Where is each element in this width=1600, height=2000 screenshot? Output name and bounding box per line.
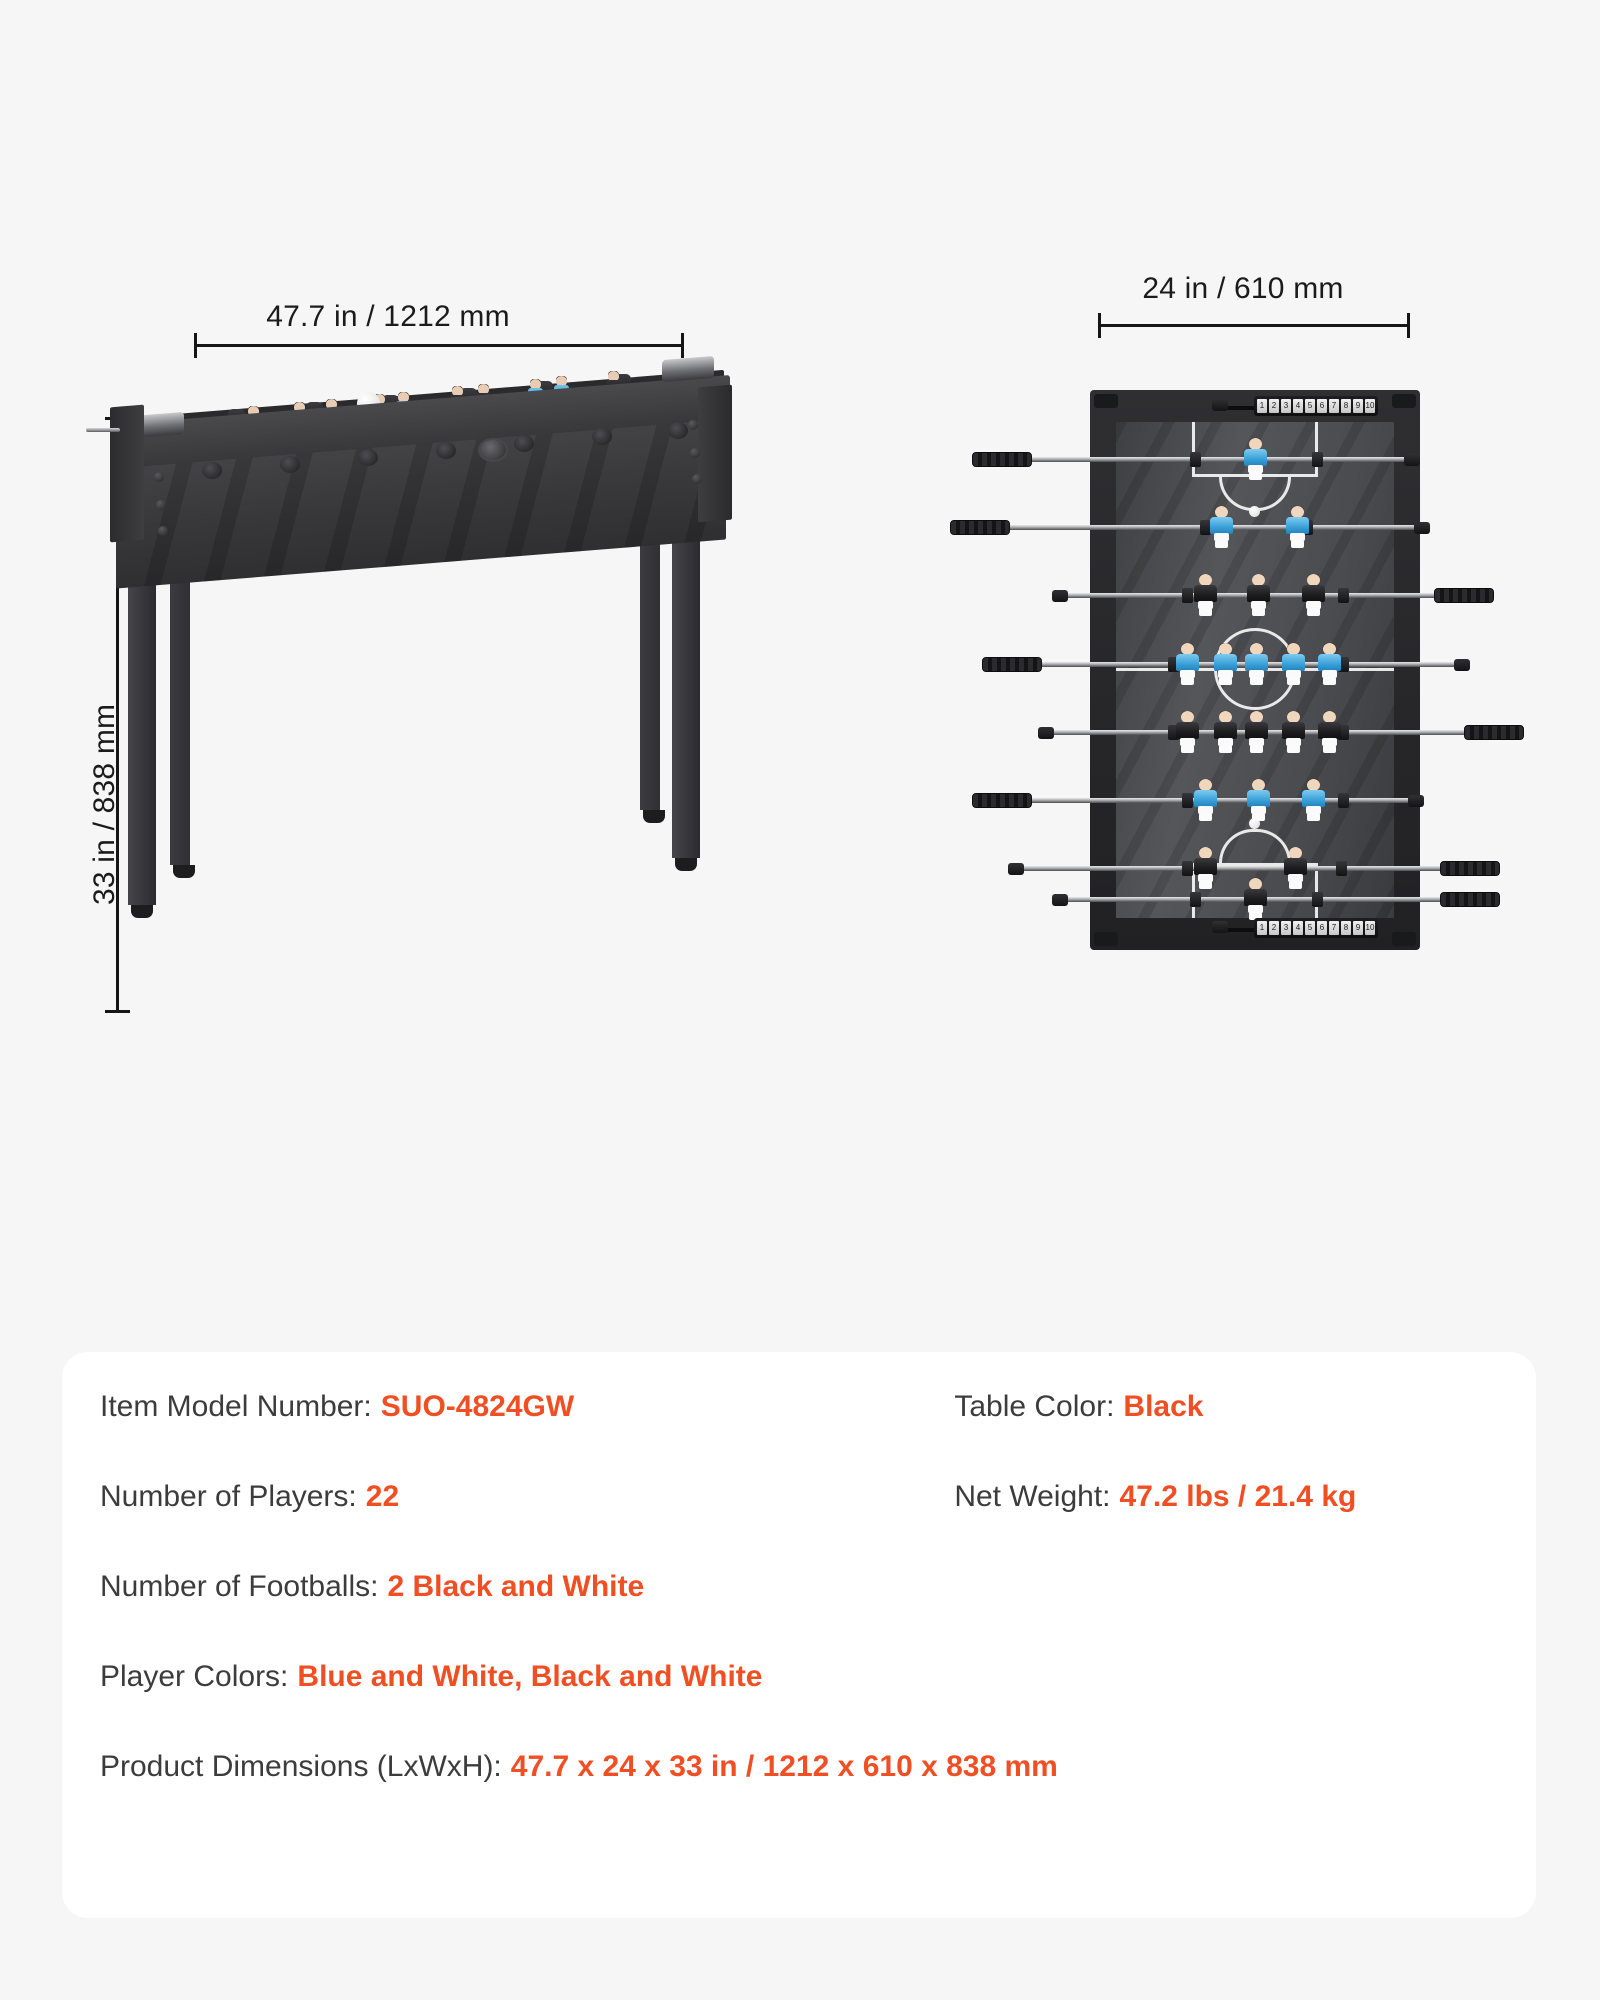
score-counter-knob-bottom[interactable] (1212, 921, 1228, 933)
rod-8-collar-right (1312, 892, 1323, 907)
tv-player-black-def-2 (1284, 847, 1307, 889)
tv-player-black-fwd-4 (1282, 711, 1305, 753)
rod-bearing-4 (436, 442, 456, 459)
spec-value: 2 Black and White (387, 1570, 645, 1603)
rod-3-stub-left (1052, 590, 1068, 602)
tv-player-black-fwd-3 (1245, 711, 1268, 753)
table-leg-rear-right (640, 510, 660, 810)
spec-value: 47.2 lbs / 21.4 kg (1119, 1480, 1357, 1513)
spec-item-right (954, 1480, 1498, 1514)
cabinet-screw-4 (688, 420, 698, 430)
cabinet-end-cap-right (698, 385, 732, 523)
spec-row (100, 1660, 1498, 1750)
rod-1-collar-left (1190, 452, 1201, 467)
width-dimension-label: 24 in / 610 mm (1142, 272, 1344, 305)
rod-1-collar-right (1312, 452, 1323, 467)
score-bead[interactable]: 6 (1317, 921, 1327, 935)
rod-4-handle-left[interactable] (982, 657, 1042, 672)
rod-2-stub-right (1414, 522, 1430, 534)
tv-player-blue-fwd-2 (1214, 643, 1237, 685)
leveling-foot-rear-right (643, 810, 665, 823)
score-bead[interactable]: 8 (1341, 921, 1351, 935)
rod-5-black-five-man[interactable] (1038, 730, 1524, 735)
spec-value: 22 (365, 1480, 400, 1513)
foosball-table-front-view (110, 400, 790, 850)
tv-player-black-mid-3 (1302, 574, 1325, 616)
corner-block-bl (1094, 932, 1118, 946)
table-leg-front-left (128, 550, 156, 905)
score-bead[interactable]: 5 (1305, 921, 1315, 935)
table-leg-rear-left (170, 535, 190, 865)
rod-bearing-2 (280, 456, 300, 473)
rod-7-black-defense[interactable] (1008, 866, 1500, 871)
tv-player-blue-def-1 (1210, 506, 1233, 548)
spec-value: 47.7 x 24 x 33 in / 1212 x 610 x 838 mm (510, 1750, 1058, 1783)
leveling-foot-front-left (131, 905, 153, 918)
spec-row (100, 1480, 1498, 1570)
score-bead[interactable]: 3 (1281, 399, 1291, 413)
score-bead[interactable]: 7 (1329, 921, 1339, 935)
spec-row (100, 1390, 1498, 1480)
rod-7-stub-left (1008, 863, 1024, 875)
specification-card (62, 1352, 1536, 1918)
tv-player-black-goalie (1244, 878, 1267, 920)
tv-player-black-def-1 (1194, 847, 1217, 889)
tv-player-blue-mid-2 (1247, 779, 1270, 821)
rod-3-collar-right (1338, 588, 1349, 603)
rod-8-handle-right[interactable] (1440, 892, 1500, 907)
spec-label: Table Color: (954, 1390, 1115, 1423)
spec-label: Number of Players: (100, 1480, 357, 1513)
tv-player-blue-fwd-4 (1282, 643, 1305, 685)
rod-8-black-goalie[interactable] (1052, 897, 1500, 902)
score-bead[interactable]: 6 (1317, 399, 1327, 413)
score-bead[interactable]: 5 (1305, 399, 1315, 413)
cabinet-screw-6 (692, 474, 702, 484)
score-bead[interactable]: 8 (1341, 399, 1351, 413)
corner-block-br (1392, 932, 1416, 946)
length-dimension-line (194, 344, 684, 347)
tv-player-blue-goalie (1244, 438, 1267, 480)
rod-3-black-midfield[interactable] (1052, 593, 1494, 598)
corner-block-tl (1094, 394, 1118, 408)
score-bead[interactable]: 9 (1353, 921, 1363, 935)
spec-label: Product Dimensions (LxWxH): (100, 1750, 502, 1783)
tv-player-blue-mid-1 (1194, 779, 1217, 821)
tv-player-black-fwd-2 (1214, 711, 1237, 753)
specification-grid (100, 1390, 1498, 1840)
rod-bearing-7 (668, 422, 688, 439)
rod-6-collar-left (1182, 793, 1193, 808)
rod-3-handle-right[interactable] (1434, 588, 1494, 603)
rod-bearing-1 (202, 462, 222, 479)
rod-4-stub-right (1454, 659, 1470, 671)
spec-value: Blue and White, Black and White (297, 1660, 763, 1693)
football-ball-top (1249, 506, 1260, 517)
cabinet-screw-1 (154, 472, 164, 482)
score-counter-top[interactable] (1254, 396, 1378, 416)
spec-item-left (100, 1660, 954, 1694)
cabinet-screw-2 (156, 500, 166, 510)
height-dimension-label: 33 in / 838 mm (88, 703, 121, 905)
leveling-foot-front-right (675, 858, 697, 871)
rod-7-handle-right[interactable] (1440, 861, 1500, 876)
tv-player-black-fwd-1 (1176, 711, 1199, 753)
spec-label: Player Colors: (100, 1660, 289, 1693)
rod-8-collar-left (1190, 892, 1201, 907)
score-bead[interactable]: 10 (1365, 921, 1375, 935)
tv-player-black-mid-2 (1247, 574, 1270, 616)
score-bead[interactable]: 10 (1365, 399, 1375, 413)
rod-2-handle-left[interactable] (950, 520, 1010, 535)
score-counter-front-right[interactable] (662, 356, 714, 382)
rod-1-stub-right (1404, 454, 1420, 466)
rod-8-stub-left (1052, 894, 1068, 906)
rod-5-handle-right[interactable] (1464, 725, 1524, 740)
tv-player-blue-fwd-5 (1318, 643, 1341, 685)
spec-item-left (100, 1570, 954, 1604)
rod-7-collar-left (1182, 861, 1193, 876)
rod-6-stub-right (1408, 795, 1424, 807)
spec-label: Number of Footballs: (100, 1570, 379, 1603)
rod-protruding-left[interactable] (86, 428, 120, 432)
spec-row (100, 1570, 1498, 1660)
spec-item-right (954, 1390, 1498, 1424)
rod-bearing-3 (358, 449, 378, 466)
score-bead[interactable]: 2 (1269, 921, 1279, 935)
spec-value: SUO-4824GW (380, 1390, 575, 1423)
tv-player-blue-mid-3 (1302, 779, 1325, 821)
rod-5-stub-left (1038, 727, 1054, 739)
rod-7-collar-right (1336, 861, 1347, 876)
leveling-foot-rear-left (173, 865, 195, 878)
width-dimension-line (1098, 324, 1410, 327)
score-bead[interactable]: 9 (1353, 399, 1363, 413)
rod-6-collar-right (1338, 793, 1349, 808)
tv-player-black-mid-1 (1194, 574, 1217, 616)
foosball-table-top-view (1090, 390, 1420, 950)
spec-label: Net Weight: (954, 1480, 1111, 1513)
cabinet-screw-3 (158, 526, 168, 536)
tv-player-blue-def-2 (1286, 506, 1309, 548)
rod-2-blue-defense[interactable] (950, 525, 1430, 530)
spec-item-left (100, 1390, 954, 1424)
spec-item-left (100, 1480, 954, 1514)
rod-3-collar-left (1182, 588, 1193, 603)
rod-bearing-5 (514, 435, 534, 452)
length-dimension-label: 47.7 in / 1212 mm (266, 300, 510, 333)
score-counter-knob-top[interactable] (1212, 399, 1228, 411)
corner-block-tr (1392, 394, 1416, 408)
cabinet-screw-5 (690, 448, 700, 458)
tv-player-blue-fwd-3 (1245, 643, 1268, 685)
rod-6-handle-left[interactable] (972, 793, 1032, 808)
tv-player-blue-fwd-1 (1176, 643, 1199, 685)
ball-return-cup[interactable] (478, 438, 508, 462)
tv-player-black-fwd-5 (1318, 711, 1341, 753)
cabinet-end-cap-left (110, 405, 144, 543)
spec-item-left (100, 1750, 1058, 1784)
score-bead[interactable]: 1 (1257, 399, 1267, 413)
spec-value: Black (1123, 1390, 1204, 1423)
table-leg-front-right (672, 508, 700, 858)
score-bead[interactable]: 7 (1329, 399, 1339, 413)
spec-row (100, 1750, 1498, 1840)
rod-1-handle-left[interactable] (972, 452, 1032, 467)
score-bead[interactable]: 3 (1281, 921, 1291, 935)
score-bead[interactable]: 4 (1293, 399, 1303, 413)
score-bead[interactable]: 4 (1293, 921, 1303, 935)
score-bead[interactable]: 2 (1269, 399, 1279, 413)
rod-bearing-6 (592, 428, 612, 445)
score-bead[interactable]: 1 (1257, 921, 1267, 935)
score-counter-bottom[interactable] (1254, 918, 1378, 938)
spec-label: Item Model Number: (100, 1390, 372, 1423)
